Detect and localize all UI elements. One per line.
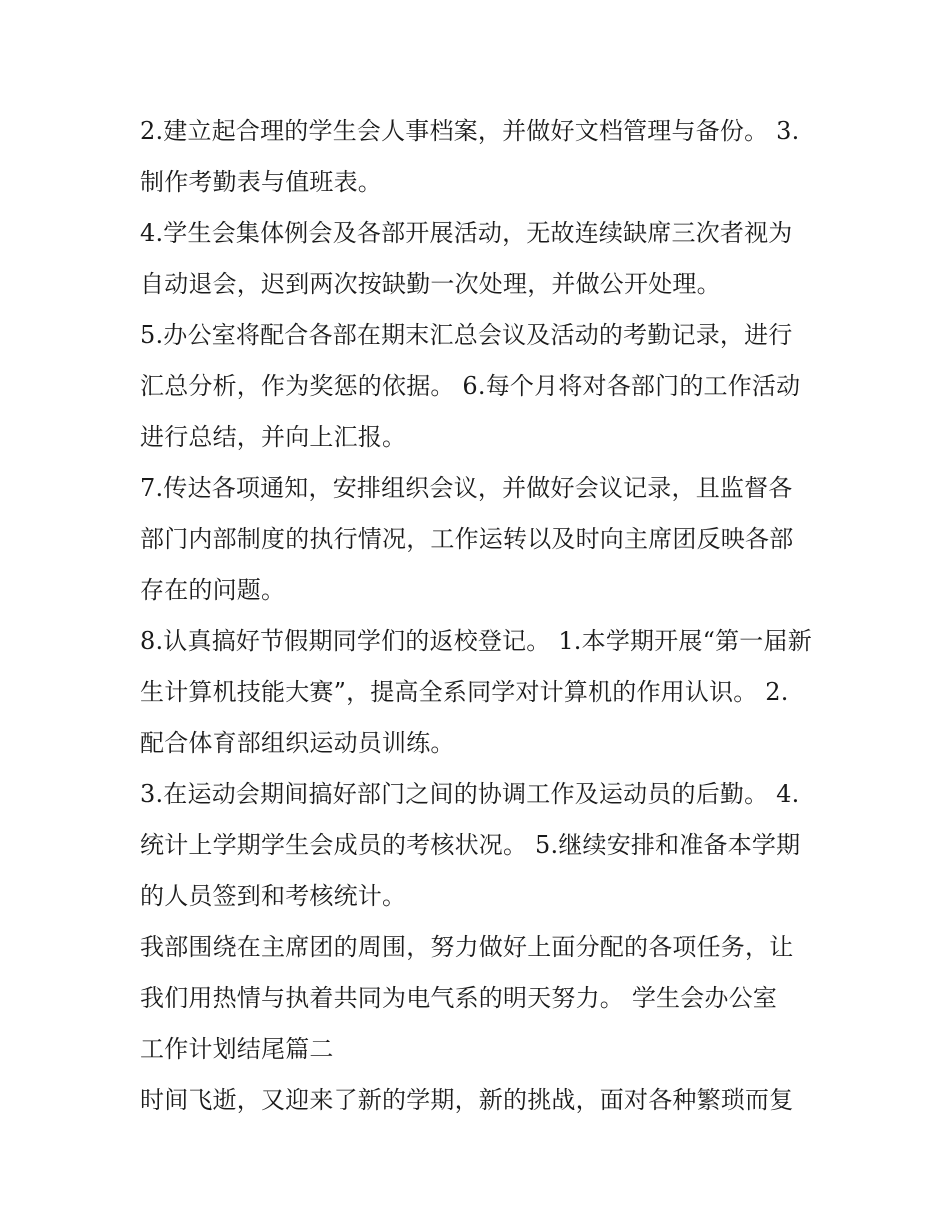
- text-line: 部门内部制度的执行情况，工作运转以及时向主席团反映各部: [140, 525, 794, 553]
- text-line: 8.认真搞好节假期同学们的返校登记。 1.本学期开展“第一届新: [140, 627, 812, 655]
- text-line: 进行总结，并向上汇报。: [140, 423, 407, 451]
- text-line: 2.建立起合理的学生会人事档案，并做好文档管理与备份。 3.: [140, 117, 800, 145]
- text-line: 工作计划结尾篇二: [140, 1035, 334, 1063]
- text-line: 制作考勤表与值班表。: [140, 168, 382, 196]
- text-line: 的人员签到和考核统计。: [140, 882, 407, 910]
- document-body: [140, 106, 820, 1126]
- text-line: 统计上学期学生会成员的考核状况。 5.继续安排和准备本学期: [140, 831, 801, 859]
- text-line: 7.传达各项通知，安排组织会议，并做好会议记录，且监督各: [140, 474, 793, 502]
- text-line: 生计算机技能大赛”，提高全系同学对计算机的作用认识。 2.: [140, 678, 789, 706]
- text-line: 存在的问题。: [140, 576, 286, 604]
- text-line: 自动退会，迟到两次按缺勤一次处理，并做公开处理。: [140, 270, 721, 298]
- text-line: 3.在运动会期间搞好部门之间的协调工作及运动员的后勤。 4.: [140, 780, 800, 808]
- text-line: 我部围绕在主席团的周围，努力做好上面分配的各项任务，让: [140, 933, 794, 961]
- text-line: 汇总分析，作为奖惩的依据。 6.每个月将对各部门的工作活动: [140, 372, 801, 400]
- text-line: 4.学生会集体例会及各部开展活动，无故连续缺席三次者视为: [140, 219, 793, 247]
- text-line: 我们用热情与执着共同为电气系的明天努力。 学生会办公室: [140, 984, 778, 1012]
- text-line: 5.办公室将配合各部在期末汇总会议及活动的考勤记录，进行: [140, 321, 793, 349]
- text-line: 时间飞逝，又迎来了新的学期，新的挑战，面对各种繁琐而复: [140, 1086, 794, 1114]
- text-line: 配合体育部组织运动员训练。: [140, 729, 455, 757]
